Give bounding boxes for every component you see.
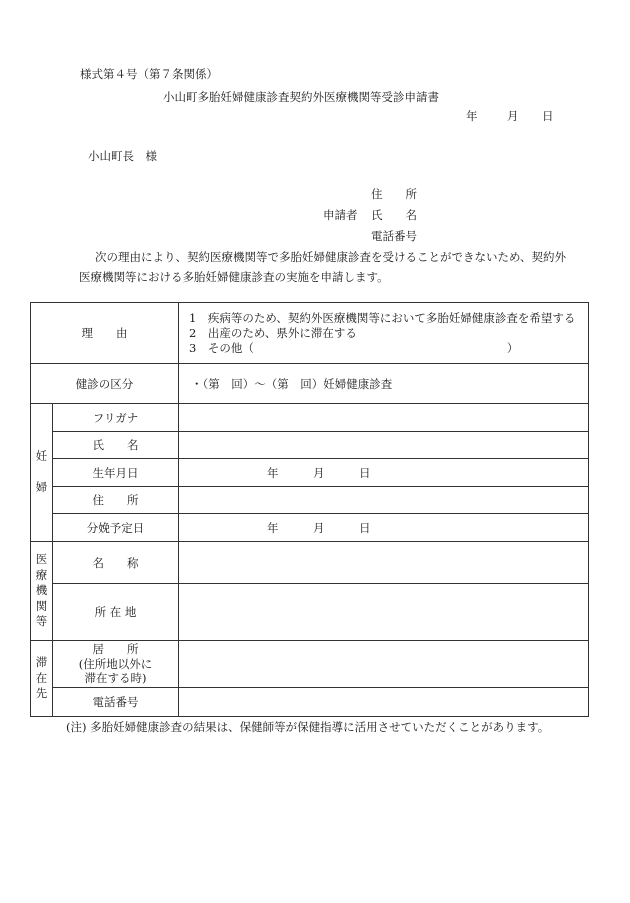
pregnant-name-field[interactable] — [179, 432, 589, 459]
applicant-phone-label: 電話番号 — [371, 229, 417, 243]
form-number: 様式第４号（第７条関係） — [80, 67, 218, 81]
pregnant-name-row — [31, 432, 589, 459]
birthdate-field[interactable]: 年 月 日 — [179, 459, 589, 487]
reason-option-1: 1 疾病等のため、契約外医療機関等において多胎妊婦健康診査を希望する — [189, 310, 576, 325]
stay-phone-label: 電話番号 — [53, 688, 179, 717]
reason-option-2: 2 出産のため、県外に滞在する — [189, 325, 357, 340]
pregnant-address-label: 住 所 — [53, 487, 179, 514]
due-date-field[interactable]: 年 月 日 — [179, 514, 589, 542]
birthdate-label: 生年月日 — [53, 459, 179, 487]
stay-phone-row — [31, 688, 589, 717]
birthdate-row — [31, 459, 589, 487]
residence-label-cell — [53, 641, 179, 688]
applicant-label: 申請者 — [323, 208, 358, 222]
checkup-row — [31, 364, 589, 404]
furigana-label: フリガナ — [53, 404, 179, 432]
institution-location-field[interactable] — [179, 584, 589, 641]
due-date-row — [31, 514, 589, 542]
body-text-line2: 医療機関等における多胎妊婦健康診査の実施を申請します。 — [79, 270, 389, 284]
date-day-label: 日 — [542, 109, 554, 123]
residence-row — [31, 641, 589, 688]
residence-label: 居 所 — [92, 641, 139, 656]
stay-group-label — [31, 641, 53, 717]
date-month-label: 月 — [507, 109, 519, 123]
application-table — [30, 302, 589, 717]
form-title: 小山町多胎妊婦健康診査契約外医療機関等受診申請書 — [163, 90, 439, 104]
checkup-label: 健診の区分 — [31, 364, 179, 404]
applicant-address-label: 住 所 — [371, 187, 417, 201]
pregnant-group-label — [31, 404, 53, 542]
furigana-field[interactable] — [179, 404, 589, 432]
reason-row — [31, 303, 589, 364]
pregnant-address-field[interactable] — [179, 487, 589, 514]
institution-location-label: 所 在 地 — [53, 584, 179, 641]
addressee: 小山町長 様 — [88, 149, 157, 163]
date-year-label: 年 — [466, 109, 478, 123]
pregnant-address-row — [31, 487, 589, 514]
due-date-label: 分娩予定日 — [53, 514, 179, 542]
footnote: (注) 多胎妊婦健康診査の結果は、保健師等が保健指導に活用させていただくことがあります。 — [66, 720, 550, 734]
reason-cell — [179, 303, 589, 364]
pregnant-group-text: 妊 婦 — [35, 449, 48, 495]
applicant-name-label: 氏 名 — [371, 208, 417, 222]
institution-group-label — [31, 542, 53, 641]
residence-note: (住所地以外に 滞在する時) — [78, 656, 153, 686]
residence-field[interactable] — [179, 641, 589, 688]
stay-phone-field[interactable] — [179, 688, 589, 717]
stay-group-text: 滞 在 先 — [35, 655, 48, 701]
institution-location-row — [31, 584, 589, 641]
institution-group-text: 医 療 機 関 等 — [35, 552, 48, 629]
reason-label: 理 由 — [31, 303, 179, 364]
body-text-line1: 次の理由により、契約医療機関等で多胎妊婦健康診査を受けることができないため、契約外 — [95, 250, 567, 264]
pregnant-name-label: 氏 名 — [53, 432, 179, 459]
institution-name-field[interactable] — [179, 542, 589, 584]
reason-option-3: 3 その他（ ） — [189, 340, 519, 355]
institution-name-label: 名 称 — [53, 542, 179, 584]
checkup-value: ・（第 回）～（第 回）妊婦健康診査 — [179, 364, 589, 404]
institution-name-row — [31, 542, 589, 584]
furigana-row — [31, 404, 589, 432]
